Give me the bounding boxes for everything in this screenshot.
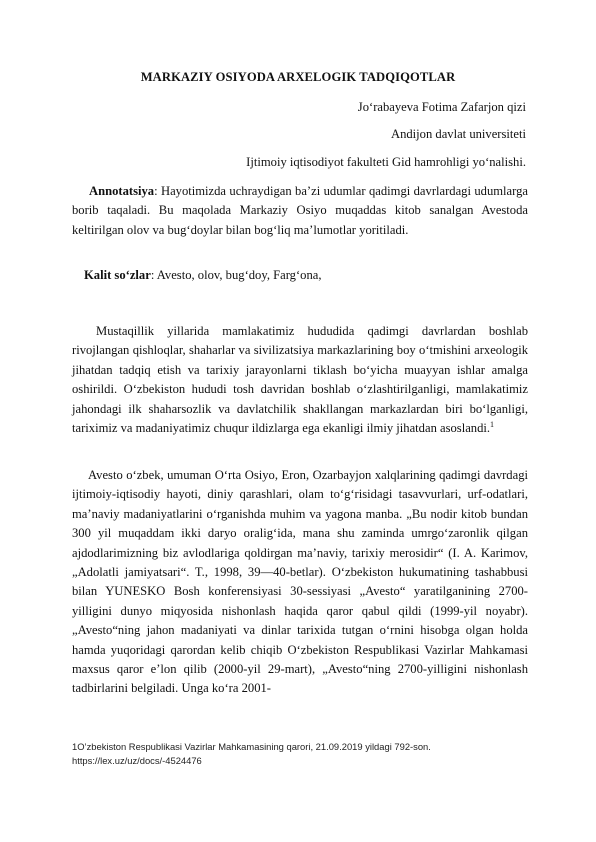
keywords-label: Kalit so‘zlar [84,268,151,282]
abstract-label: Annotatsiya [89,184,155,198]
body-paragraph-1 [72,322,528,438]
footnote-text: 1O’zbekiston Respublikasi Vazirlar Mahkamasining qarori, 21.09.2019 yildagi 792-son. [72,741,431,752]
footnote [72,740,528,768]
author-name: Jo‘rabayeva Fotima Zafarjon qizi [357,100,526,114]
supervision-line: Ijtimoiy iqtisodiyot fakulteti Gid hamrohligi yo‘nalishi. [246,155,526,169]
footnote-mark[interactable]: 1 [490,419,495,429]
paragraph-2-text: Avesto o‘zbek, umuman O‘rta Osiyo, Eron, Ozarbayjon xalqlarining qadimgi davrdagi ijtimoiy-iqtisodiy hayoti, diniy qarashlari, olam to‘g‘risidagi tasavvurlari, urf-odatlari, ma’naviy madaniyatlarini o‘rganishda muhim va yagona manba. „Bu nodir kitob bundan 300 yil muqaddam ikki daryo oralig‘ida, mana shu zaminda umrgo‘zaronlik qilgan ajdodlarimizning biz avlodlariga qoldirgan ma’naviy, tarixiy merosidir“ (I. A. Karimov, „Adolatli jamiyatsari“. T., 1998, 39—40-betlar). O‘zbekiston hukumatining tashabbusi bilan YUNESKO Bosh konferensiyasi 30-sessiyasi „Avesto“ yaratilganining 2700-yilligini dunyo miqyosida nishonlash haqida qaror qabul qildi (1999-yil noyabr). „Avesto“ning jahon madaniyati va dinlar tarixida tutgan o‘rnini hisobga olgan holda hamda yuqoridagi qarordan kelib chiqib O‘zbekiston Respublikasi Vazirlar Mahkamasi maxsus qaror e’lon qilib (2000-yil 29-mart), „Avesto“ning 2700-yilligini nishonlash tadbirlarini belgiladi. Unga ko‘ra 2001- [72,468,528,696]
keywords-text: : Avesto, olov, bug‘doy, Farg‘ona, [150,268,322,282]
affiliation: Andijon davlat universiteti [390,127,526,141]
paper-title: MARKAZIY OSIYODA ARXELOGIK TADQIQOTLAR [140,70,456,84]
body-paragraph-2 [72,466,528,699]
paragraph-1-text: Mustaqillik yillarida mamlakatimiz hududida qadimgi davrlardan boshlab rivojlangan qishloqlar, shaharlar va sivilizatsiya markazlarining boy o‘tmishini arxeologik jihatdan tadqiq etish va tarixiy jarayonlarni tiklash bo‘yicha muayyan ishlar amalga oshirildi. O‘zbekiston hududi tosh davridan boshlab o‘zlashtirilganligi, mamlakatimiz jahondagi ilk shaharsozlik va davlatchilik shakllangan markazlardan biri bo‘lganligi, tariximiz va madaniyatimiz chuqur ildizlarga ega ekanligi ilmiy jihatdan asoslandi. [72,324,528,436]
abstract-text: : Hayotimizda uchraydigan ba’zi udumlar qadimgi davrlardagi udumlarga borib taqaladi. Bu maqolada Markaziy Osiyo muqaddas kitob sanalgan Avestoda keltirilgan olov va bug‘doylar bilan bog‘liq ma’lumotlar yoritiladi. [72,184,528,237]
abstract [72,182,528,240]
keywords [84,266,528,285]
footnote-link[interactable]: https://lex.uz/uz/docs/-4524476 [72,755,202,766]
